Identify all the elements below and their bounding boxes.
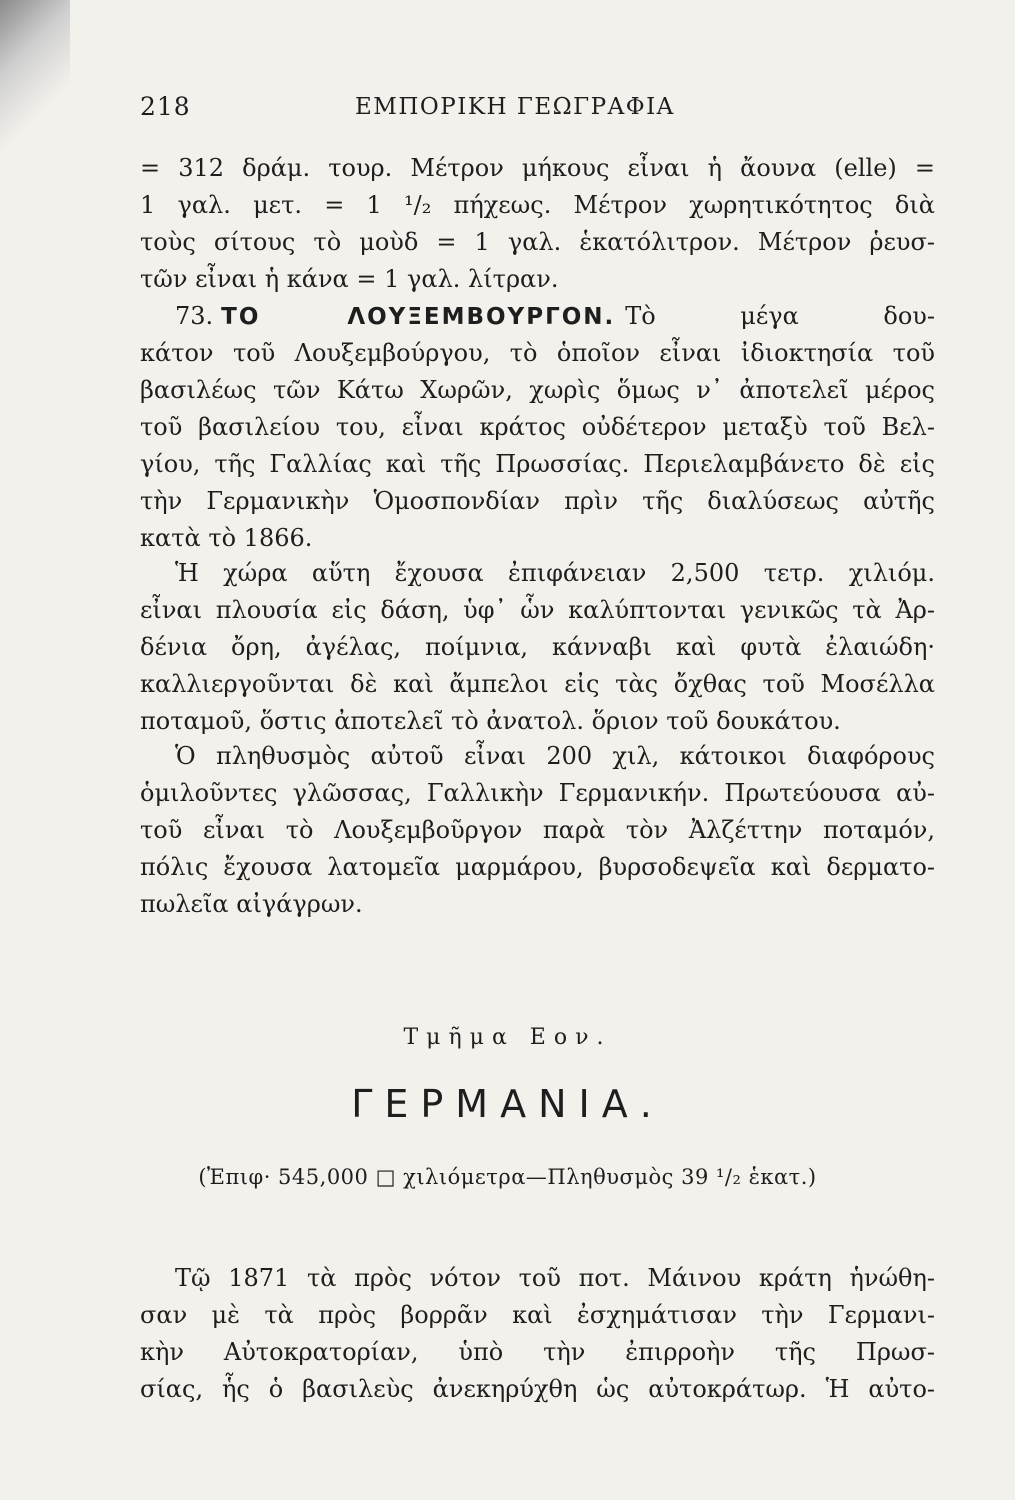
text-line: Ἡ χώρα αὕτη ἔχουσα ἐπιφάνειαν 2,500 τετρ. χιλιόμ. — [175, 559, 935, 587]
text-line: δένια ὄρη, ἀγέλας, ποίμνια, κάνναβι καὶ φυτὰ ἐλαιώδη· — [140, 633, 935, 661]
text-line: σαν μὲ τὰ πρὸς βορρᾶν καὶ ἐσχημάτισαν τὴν Γερμανι- — [140, 1301, 935, 1329]
text-line: τοῦ βασιλείου του, εἶναι κράτος οὐδέτερον μεταξὺ τοῦ Βελ- — [140, 413, 935, 441]
text-line: καλλιεργοῦνται δὲ καὶ ἄμπελοι εἰς τὰς ὄχθας τοῦ Μοσέλλα — [140, 670, 935, 698]
text-line: Τῷ 1871 τὰ πρὸς νότον τοῦ ποτ. Μάινου κράτη ἡνώθη- — [175, 1264, 935, 1292]
text-line: ποταμοῦ, ὅστις ἀποτελεῖ τὸ ἀνατολ. ὅριον τοῦ δουκάτου. — [140, 707, 841, 735]
text-line: βασιλέως τῶν Κάτω Χωρῶν, χωρὶς ὅμως ν᾽ ἀποτελεῖ μέρος — [140, 376, 935, 404]
paragraph-area — [140, 555, 935, 740]
section-number: 73. — [175, 302, 214, 330]
text-line: ὁμιλοῦντες γλῶσσας, Γαλλικὴν Γερμανικήν. Πρωτεύουσα αὐ- — [140, 779, 935, 807]
section-title: ΤΟ ΛΟΥΞΕΜΒΟΥΡΓΟΝ. — [221, 304, 616, 330]
text-line: κατὰ τὸ 1866. — [140, 524, 313, 552]
text-line: κάτον τοῦ Λουξεμβούργου, τὸ ὁποῖον εἶναι ἰδιοκτησία τοῦ — [140, 339, 935, 367]
page-header — [140, 92, 930, 132]
text-line: πωλεῖα αἰγάγρων. — [140, 890, 363, 918]
text-line: γίου, τῆς Γαλλίας καὶ τῆς Πρωσσίας. Περιελαμβάνετο δὲ εἰς — [140, 450, 935, 478]
page-corner-shadow — [0, 0, 70, 150]
text-line: τοῦ εἶναι τὸ Λουξεμβοῦργον παρὰ τὸν Ἀλζέττην ποταμόν, — [140, 816, 935, 844]
text-line: τοὺς σίτους τὸ μοὺδ = 1 γαλ. ἑκατόλιτρον. Μέτρον ῥευσ- — [140, 228, 935, 256]
paragraph-continued — [140, 150, 935, 298]
text-line: = 312 δράμ. τουρ. Μέτρον μήκους εἶναι ἡ ἄουνα (elle) = — [140, 154, 935, 182]
text-line: τῶν εἶναι ἡ κάνα = 1 γαλ. λίτραν. — [140, 265, 559, 293]
text-line: εἶναι πλουσία εἰς δάση, ὑφ᾽ ὧν καλύπτονται γενικῶς τὰ Ἀρ- — [140, 596, 935, 624]
paragraph-population — [140, 738, 935, 923]
section-first-line — [140, 298, 935, 335]
text-line: 1 γαλ. μετ. = 1 ¹/₂ πήχεως. Μέτρον χωρητικότητος διὰ — [140, 191, 935, 219]
page-number: 218 — [140, 92, 191, 121]
text-line: τὴν Γερμανικὴν Ὁμοσπονδίαν πρὶν τῆς διαλύσεως αὐτῆς — [140, 487, 935, 515]
country-title: ΓΕΡΜΑΝΙΑ. — [351, 1082, 664, 1126]
text-line: πόλις ἔχουσα λατομεῖα μαρμάρου, βυρσοδεψεῖα καὶ δερματο- — [140, 853, 935, 881]
country-info: (Ἐπιφ· 545,000 □ χιλιόμετρα—Πληθυσμὸς 39 ¹/₂ ἑκατ.) — [198, 1165, 817, 1189]
text-line: Ὁ πληθυσμὸς αὐτοῦ εἶναι 200 χιλ, κάτοικοι διαφόρους — [175, 742, 935, 770]
text-line: σίας, ἧς ὁ βασιλεὺς ἀνεκηρύχθη ὡς αὐτοκράτωρ. Ἡ αὐτο- — [140, 1375, 935, 1403]
text-fragment: Τὸ μέγα δου- — [625, 302, 935, 330]
subsection-heading: Τμῆμα Εον. — [403, 1025, 612, 1050]
text-line: κὴν Αὐτοκρατορίαν, ὑπὸ τὴν ἐπιρροὴν τῆς Πρωσ- — [140, 1338, 935, 1366]
running-title: ΕΜΠΟΡΙΚΗ ΓΕΩΓΡΑΦΙΑ — [355, 94, 675, 120]
paragraph-germany — [140, 1260, 935, 1408]
section-73 — [140, 298, 935, 557]
